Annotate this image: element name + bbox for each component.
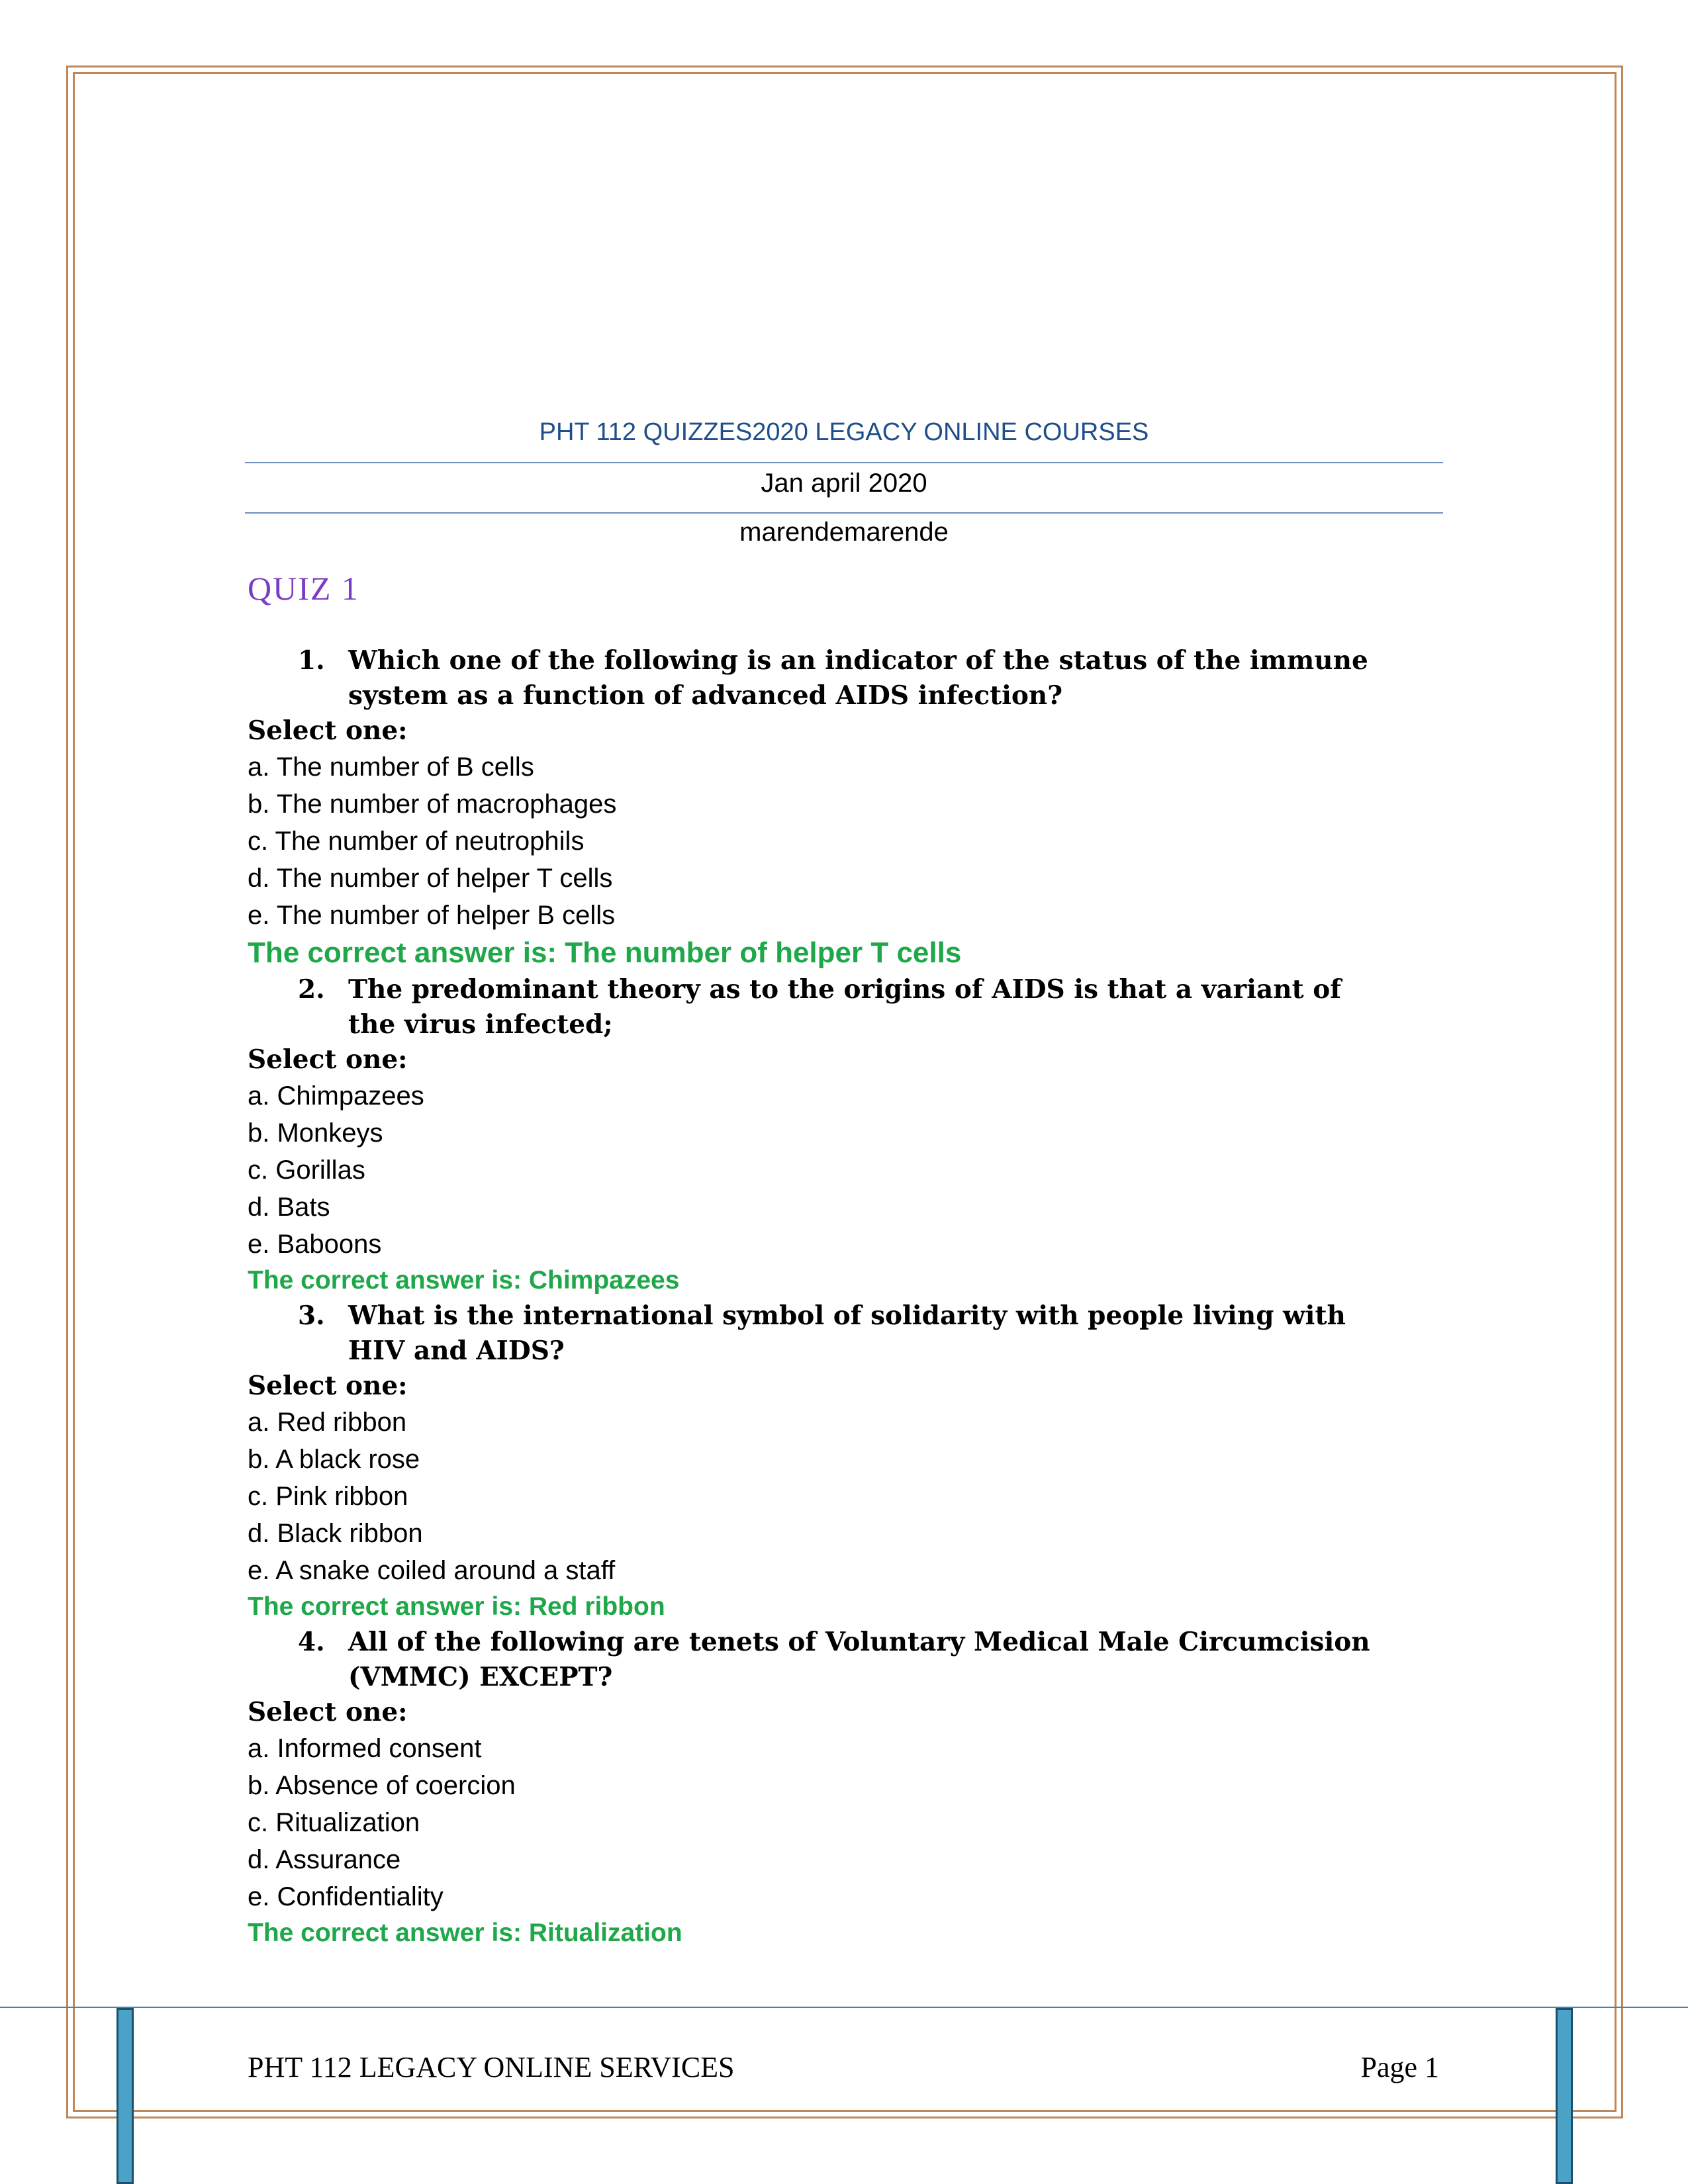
answer-option: b. The number of macrophages bbox=[248, 790, 617, 819]
document-date: Jan april 2020 bbox=[761, 469, 927, 498]
footer-divider bbox=[0, 2007, 1688, 2008]
correct-answer: The correct answer is: Ritualization bbox=[248, 1919, 682, 1947]
question-text: 3. What is the international symbol of solidarity with people living with bbox=[248, 1298, 1446, 1334]
answer-option: a. The number of B cells bbox=[248, 752, 534, 782]
answer-option: b. A black rose bbox=[248, 1445, 420, 1474]
select-one-label: Select one: bbox=[248, 1371, 408, 1401]
answer-option: d. Assurance bbox=[248, 1845, 401, 1874]
question-4 bbox=[248, 1625, 1446, 1951]
answer-option: d. Bats bbox=[248, 1193, 330, 1222]
answer-option: e. Confidentiality bbox=[248, 1882, 444, 1911]
select-one-label: Select one: bbox=[248, 715, 408, 746]
question-text: 2. The predominant theory as to the origins of AIDS is that a variant of bbox=[248, 972, 1446, 1007]
document-author: marendemarende bbox=[739, 518, 949, 547]
question-2 bbox=[248, 972, 1446, 1298]
select-one-label: Select one: bbox=[248, 1697, 408, 1727]
question-text: the virus infected; bbox=[348, 1009, 613, 1040]
answer-option: b. Absence of coercion bbox=[248, 1771, 516, 1800]
answer-option: c. The number of neutrophils bbox=[248, 827, 585, 856]
quiz-heading: QUIZ 1 bbox=[248, 570, 359, 607]
answer-option: d. Black ribbon bbox=[248, 1519, 423, 1548]
question-number: 4. bbox=[298, 1627, 325, 1657]
footer-text: PHT 112 LEGACY ONLINE SERVICES bbox=[248, 2051, 735, 2083]
footer-bar-right bbox=[1556, 2008, 1573, 2184]
answer-option: c. Pink ribbon bbox=[248, 1482, 408, 1511]
answer-option: e. Baboons bbox=[248, 1230, 382, 1259]
question-number: 3. bbox=[298, 1300, 325, 1331]
footer-bar-left bbox=[117, 2008, 134, 2184]
header-divider bbox=[245, 512, 1443, 514]
page-number: Page 1 bbox=[1360, 2051, 1439, 2083]
question-text: HIV and AIDS? bbox=[348, 1336, 565, 1366]
answer-option: e. The number of helper B cells bbox=[248, 901, 616, 930]
answer-option: d. The number of helper T cells bbox=[248, 864, 613, 893]
question-text: 1. Which one of the following is an indicator of the status of the immune bbox=[248, 643, 1446, 678]
question-text: (VMMC) EXCEPT? bbox=[348, 1662, 613, 1692]
answer-option: e. A snake coiled around a staff bbox=[248, 1556, 616, 1585]
question-number: 1. bbox=[298, 645, 325, 676]
select-one-label: Select one: bbox=[248, 1044, 408, 1075]
question-number: 2. bbox=[298, 974, 325, 1005]
document-title: PHT 112 QUIZZES2020 LEGACY ONLINE COURSES bbox=[539, 418, 1149, 446]
question-1 bbox=[248, 643, 1446, 972]
header-divider bbox=[245, 462, 1443, 463]
answer-option: b. Monkeys bbox=[248, 1118, 383, 1148]
question-3 bbox=[248, 1298, 1446, 1625]
answer-option: a. Red ribbon bbox=[248, 1408, 407, 1437]
correct-answer: The correct answer is: Red ribbon bbox=[248, 1592, 665, 1621]
correct-answer: The correct answer is: Chimpazees bbox=[248, 1266, 680, 1295]
correct-answer: The correct answer is: The number of helper T cells bbox=[248, 936, 962, 969]
answer-option: a. Informed consent bbox=[248, 1734, 482, 1763]
question-text: system as a function of advanced AIDS infection? bbox=[348, 680, 1063, 711]
quiz-content bbox=[248, 643, 1446, 1951]
answer-option: a. Chimpazees bbox=[248, 1081, 424, 1111]
answer-option: c. Gorillas bbox=[248, 1156, 365, 1185]
question-text: 4. All of the following are tenets of Voluntary Medical Male Circumcision bbox=[248, 1625, 1446, 1660]
answer-option: c. Ritualization bbox=[248, 1808, 420, 1837]
